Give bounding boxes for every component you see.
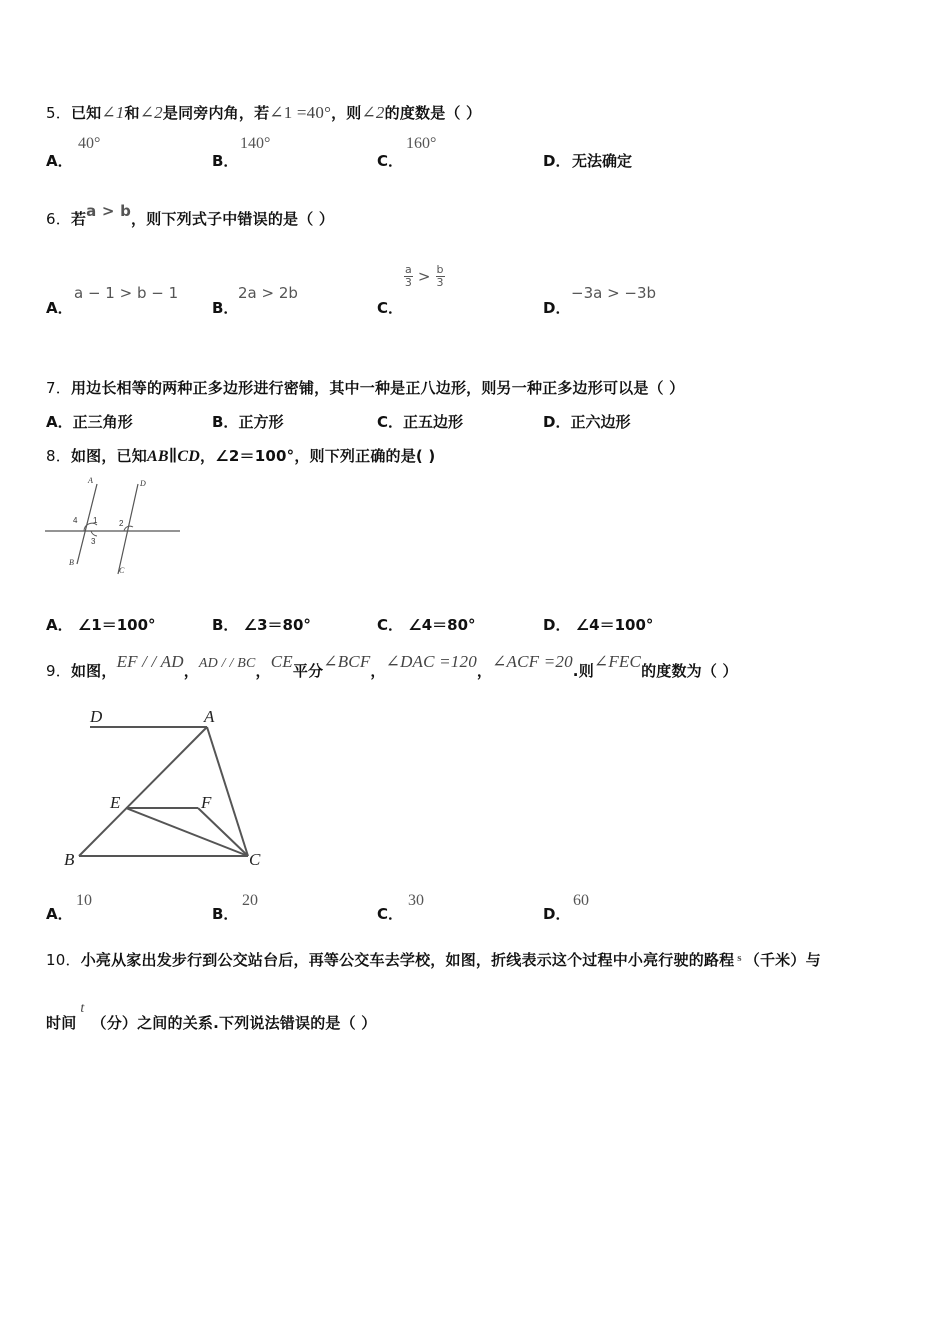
q8-option-c: C． ∠4＝80° — [377, 616, 476, 634]
q6-option-b-label: B． — [212, 299, 239, 317]
q8-stem: 8．如图，已知AB∥CD，∠2＝100°，则下列正确的是( ) — [46, 447, 436, 465]
q8-label-1: 1 — [93, 516, 98, 525]
q9-line-ec — [126, 808, 248, 856]
q8-line-cd — [118, 484, 138, 574]
q5-option-b-label: B． — [212, 152, 239, 170]
q9-label-f: F — [201, 793, 212, 812]
fraction-a-over-3: $\frac{a}{3}$ — [404, 263, 412, 289]
q8-option-b: B． ∠3＝80° — [212, 616, 311, 634]
q8-label-d: D — [140, 479, 146, 488]
q8-angle-arc-3 — [91, 531, 97, 536]
fraction-b-over-3: $\frac{b}{3}$ — [436, 263, 444, 289]
q6-option-d-label: D． — [543, 299, 571, 317]
q9-label-d: D — [90, 707, 103, 726]
q9-label-e: E — [110, 793, 121, 812]
q5-stem: 5．已知∠1和∠2是同旁内角，若∠1 =40°，则∠2的度数是（ ） — [46, 103, 482, 122]
q9-label-a: A — [204, 707, 215, 726]
q9-option-b-value: 20 — [242, 892, 258, 909]
q8-label-a: A — [88, 476, 93, 485]
q6-option-d-value: −3a > −3b — [571, 284, 657, 302]
q8-label-3: 3 — [91, 537, 96, 546]
q6-option-a-label: A． — [46, 299, 73, 317]
q5-option-b-value: 140° — [240, 135, 271, 152]
q9-option-d-value: 60 — [573, 892, 589, 909]
q5-option-c-label: C． — [377, 152, 404, 170]
q6-option-c-value: $\frac{a}{3}$ > $\frac{b}{3}$ — [404, 263, 444, 289]
q7-option-d: D．正六边形 — [543, 413, 631, 431]
q5-option-d-value: 无法确定 — [572, 152, 633, 170]
q6-option-c-label: C． — [377, 299, 404, 317]
q8-option-d: D． ∠4＝100° — [543, 616, 654, 634]
q7-option-c: C．正五边形 — [377, 413, 464, 431]
q6-option-b-value: 2a > 2b — [238, 284, 298, 302]
q8-label-2: 2 — [119, 519, 124, 528]
q5-option-a-label: A． — [46, 152, 73, 170]
q9-label-b: B — [64, 850, 75, 869]
q7-option-b: B．正方形 — [212, 413, 284, 431]
q10-stem-line1: 10．小亮从家出发步行到公交站台后，再等公交车去学校，如图，折线表示这个过程中小亮行驶的路程 $^s$ （千米）与 — [46, 951, 821, 969]
q9-figure — [60, 700, 275, 875]
q5-option-a-value: 40° — [78, 135, 101, 152]
q9-option-a-value: 10 — [76, 892, 92, 909]
q9-option-a-label: A． — [46, 905, 73, 923]
q5-option-d-label: D． — [543, 152, 571, 170]
q9-option-b-label: B． — [212, 905, 239, 923]
q10-stem-line2: 时间t（分）之间的关系.下列说法错误的是（ ） — [46, 1001, 377, 1032]
q8-label-b: B — [69, 558, 74, 567]
q6-option-a-value: a − 1 > b − 1 — [74, 284, 179, 302]
q9-option-c-label: C． — [377, 905, 404, 923]
q9-stem: 9．如图，EF / / AD，AD / / BC，CE平分∠BCF，∠DAC =120，∠ACF =20.则∠FEC的度数为（ ） — [46, 652, 738, 680]
q9-option-c-value: 30 — [408, 892, 424, 909]
q7-option-a: A．正三角形 — [46, 413, 133, 431]
q8-option-a: A． ∠1＝100° — [46, 616, 156, 634]
q8-label-4: 4 — [73, 516, 78, 525]
q9-label-c: C — [249, 850, 261, 869]
q8-label-c: C — [119, 566, 125, 575]
q9-line-ab — [79, 727, 207, 856]
q6-stem: 6．若a > b，则下列式子中错误的是（ ） — [46, 202, 335, 228]
q7-stem: 7．用边长相等的两种正多边形进行密铺，其中一种是正八边形，则另一种正多边形可以是（ ） — [46, 379, 685, 397]
q8-figure — [40, 472, 190, 582]
q5-option-c-value: 160° — [406, 135, 437, 152]
q9-option-d-label: D． — [543, 905, 571, 923]
